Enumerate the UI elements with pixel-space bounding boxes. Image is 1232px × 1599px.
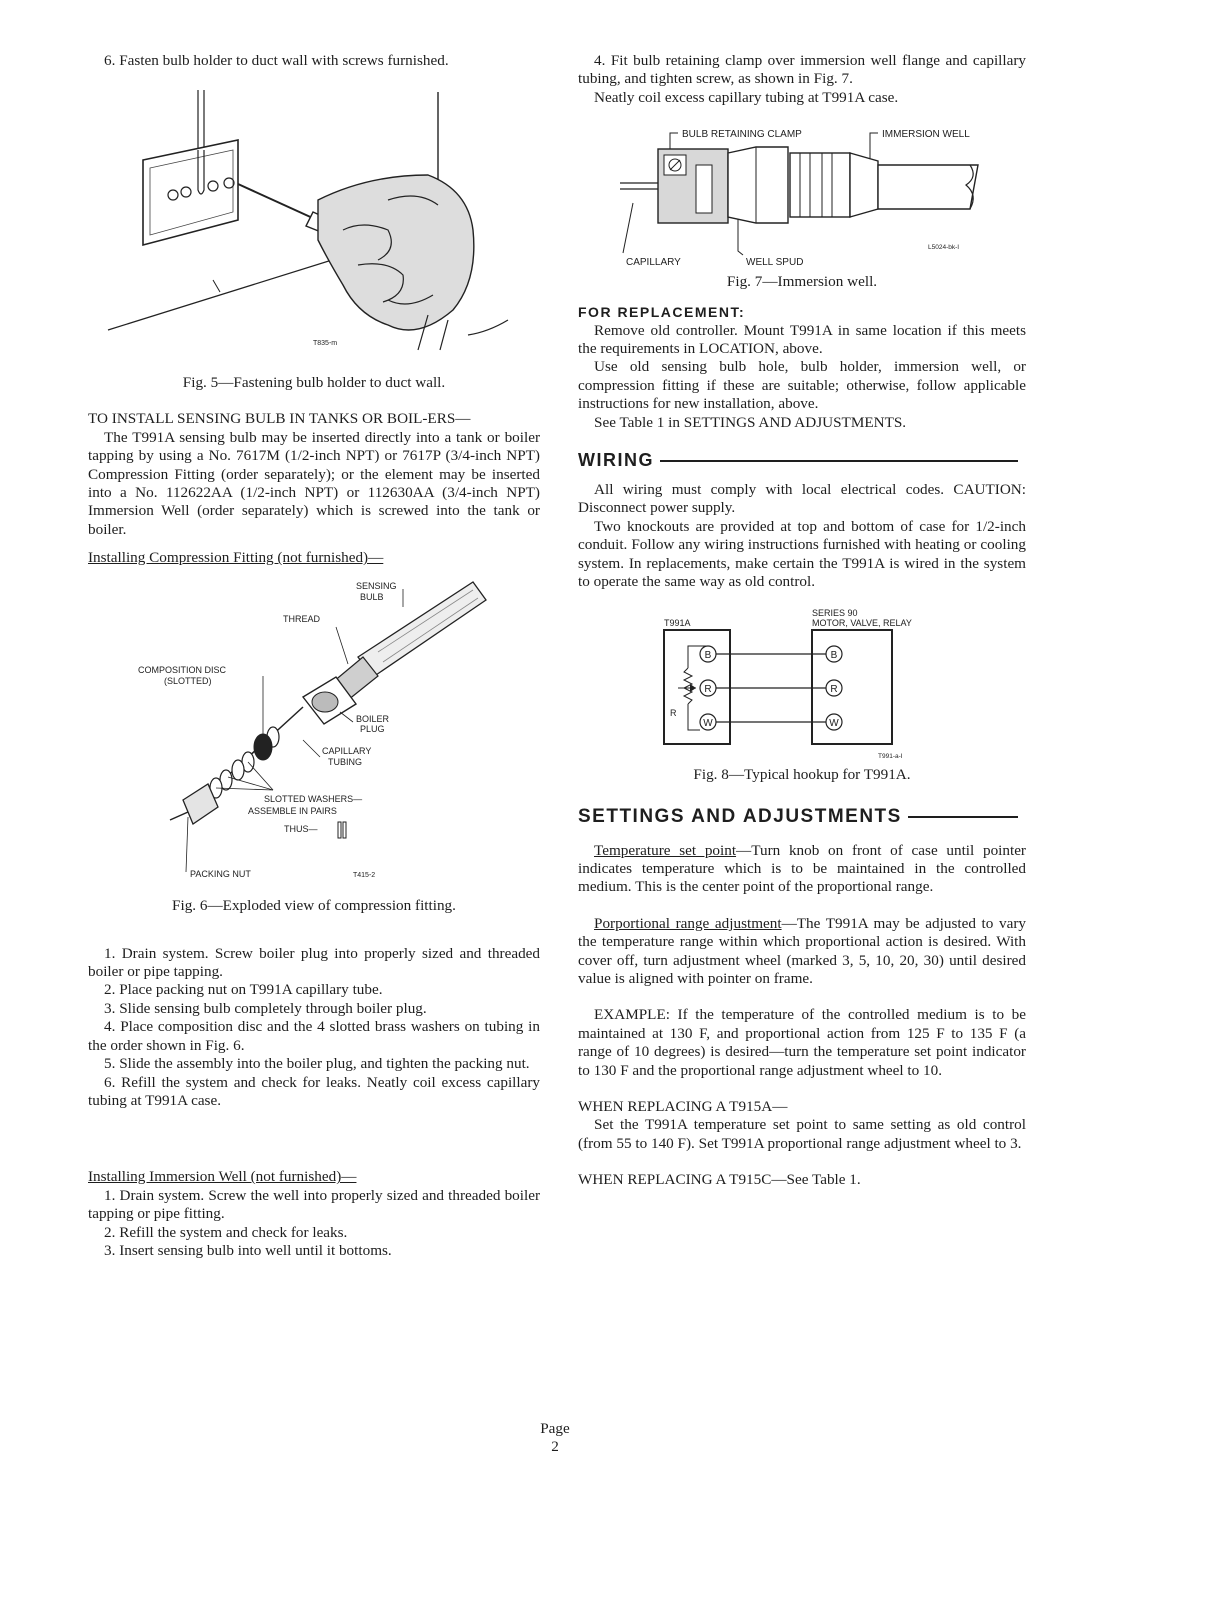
figure-8-caption: Fig. 8—Typical hookup for T991A.	[693, 765, 911, 783]
figure-7-caption: Fig. 7—Immersion well.	[726, 273, 878, 291]
settings-heading-row	[578, 806, 1018, 828]
label-sensing-2: BULB	[360, 591, 384, 602]
wiring-heading-rule	[660, 460, 1018, 462]
label-t991a: T991A	[664, 617, 691, 628]
tank-install-heading: TO INSTALL SENSING BULB IN TANKS OR BOIL-ERS—	[88, 410, 471, 428]
figure-7-illustration	[578, 113, 1026, 273]
immersion-step-2: 2. Refill the system and check for leaks.	[104, 1223, 348, 1241]
page-label: Page	[540, 1420, 570, 1437]
t915a-heading: WHEN REPLACING A T915A—	[578, 1097, 788, 1115]
label-capillary-1: CAPILLARY	[322, 745, 372, 756]
range-text: —The T991A may be adjusted to vary the temperature range within which proportional action is desired. With cover off, turn adjustment wheel (marked 3, 5, 10, 20, 30) until desired value is aligned with pointer on frame.	[578, 914, 1026, 987]
replacement-heading: FOR REPLACEMENT:	[578, 304, 746, 321]
terminal-r-left: R	[704, 683, 712, 695]
setpoint-label: Temperature set point	[594, 841, 737, 859]
immersion-step-3: 3. Insert sensing bulb into well until it bottoms.	[104, 1241, 392, 1259]
label-series-2: MOTOR, VALVE, RELAY	[812, 617, 912, 628]
label-packing-nut: PACKING NUT	[190, 868, 251, 879]
label-composition-1: COMPOSITION DISC	[138, 664, 227, 675]
terminal-w-left: W	[703, 717, 713, 729]
right-column	[578, 52, 1026, 1190]
range-paragraph	[578, 915, 1026, 989]
page-footer	[0, 1420, 1110, 1456]
settings-heading: SETTINGS AND ADJUSTMENTS	[578, 805, 902, 827]
wiring-heading-row	[578, 450, 1018, 471]
figure-6-illustration	[88, 572, 540, 897]
compression-step-6: 6. Refill the system and check for leaks. Neatly coil excess capillary tubing at T991A case.	[88, 1073, 540, 1109]
t915c-paragraph: WHEN REPLACING A T915C—See Table 1.	[578, 1171, 861, 1189]
immersion-well-heading: Installing Immersion Well (not furnished)—	[88, 1168, 357, 1186]
label-boiler-2: PLUG	[360, 723, 385, 734]
page-number: 2	[551, 1438, 559, 1455]
left-column	[88, 52, 540, 1260]
compression-step-1: 1. Drain system. Screw boiler plug into properly sized and threaded boiler or pipe tapping.	[88, 944, 540, 981]
terminal-b-left: B	[704, 649, 712, 661]
terminal-w-right: W	[829, 717, 839, 729]
compression-steps-list	[88, 945, 540, 1111]
t915a-paragraph: Set the T991A temperature set point to same setting as old control (from 55 to 140 F). Set T991A proportional range adjustment wheel to 3.	[578, 1116, 1026, 1152]
immersion-steps-list	[88, 1187, 540, 1261]
label-sensing-1: SENSING	[356, 580, 397, 591]
figure-8-code: T991-a-I	[878, 752, 903, 760]
compression-step-3: 3. Slide sensing bulb completely through boiler plug.	[104, 999, 427, 1017]
terminal-b-right: B	[830, 649, 838, 661]
step-4b-text: Neatly coil excess capillary tubing at T991A case.	[594, 88, 899, 106]
figure-5-illustration	[88, 80, 540, 370]
settings-heading-rule	[908, 816, 1018, 818]
immersion-step-1: 1. Drain system. Screw the well into properly sized and threaded boiler tapping or pipe fitting.	[88, 1186, 540, 1223]
compression-step-5: 5. Slide the assembly into the boiler plug, and tighten the packing nut.	[104, 1055, 530, 1073]
figure-5-code: T835-m	[313, 340, 338, 348]
figure-6-code: T415-2	[353, 871, 376, 879]
label-composition-2: (SLOTTED)	[164, 675, 212, 686]
label-capillary-2: TUBING	[328, 756, 363, 767]
step-4-text: 4. Fit bulb retaining clamp over immersion well flange and capillary tubing, and tighten screw, as shown in Fig. 7.	[578, 52, 1026, 88]
label-series-1: SERIES 90	[812, 607, 858, 618]
label-thread: THREAD	[283, 613, 321, 624]
setpoint-paragraph	[578, 842, 1026, 897]
replacement-paragraph-2: Use old sensing bulb hole, bulb holder, immersion well, or compression fitting if these are suitable; otherwise, follow applicable instructions for new installation, above.	[578, 358, 1026, 413]
compression-step-4: 4. Place composition disc and the 4 slotted brass washers on tubing in the order shown in Fig. 6.	[88, 1018, 540, 1054]
compression-fitting-heading: Installing Compression Fitting (not furnished)—	[88, 549, 384, 567]
label-washers-3: THUS—	[284, 823, 318, 834]
label-retaining-clamp: BULB RETAINING CLAMP	[682, 129, 802, 141]
step-6-text: 6. Fasten bulb holder to duct wall with screws furnished.	[104, 52, 449, 69]
figure-7-code: L5024-bk-I	[928, 244, 960, 252]
label-immersion-well: IMMERSION WELL	[882, 129, 970, 141]
range-label: Porportional range adjustment	[594, 914, 782, 932]
terminal-r-right: R	[830, 683, 838, 695]
setpoint-text: —Turn knob on front of case until pointer indicates temperature which is to be maintained in the controlled medium. This is the center point of the proportional range.	[578, 841, 1026, 896]
example-paragraph: EXAMPLE: If the temperature of the controlled medium is to be maintained at 130 F, and proportional action from 125 F to 135 F (a range of 10 degrees) is desired—turn the temperature set point indicator to 130 F and the proportional range adjustment wheel to 10.	[578, 1006, 1026, 1079]
label-capillary: CAPILLARY	[626, 257, 681, 269]
tank-install-paragraph: The T991A sensing bulb may be inserted directly into a tank or boiler tapping by using a No. 7617M (1/2-inch NPT) or 7617P (3/4-inch NPT) Compression Fitting (order separately); or the element may be inserted into a No. 112622AA (1/2-inch NPT) or 112630AA (3/4-inch NPT) Immersion Well (order separately) which is screwed into the tank or boiler.	[88, 428, 540, 538]
wiring-paragraph-1: All wiring must comply with local electrical codes. CAUTION: Disconnect power supply.	[578, 481, 1026, 517]
label-washers-2: ASSEMBLE IN PAIRS	[248, 805, 337, 816]
label-r-side: R	[670, 707, 677, 718]
figure-6-caption: Fig. 6—Exploded view of compression fitting.	[172, 896, 456, 914]
compression-step-2: 2. Place packing nut on T991A capillary tube.	[104, 981, 383, 999]
replacement-paragraph-1: Remove old controller. Mount T991A in same location if this meets the requirements in LOCATION, above.	[578, 321, 1026, 358]
figure-5-caption: Fig. 5—Fastening bulb holder to duct wall.	[182, 374, 446, 392]
wiring-heading: WIRING	[578, 450, 654, 471]
wiring-paragraph-2: Two knockouts are provided at top and bottom of case for 1/2-inch conduit. Follow any wiring instructions furnished with heating or cooling system. In replacements, make certain the T991A is wired in the system to operate the same way as old control.	[578, 517, 1026, 591]
label-boiler-1: BOILER	[356, 713, 390, 724]
label-washers-1: SLOTTED WASHERS—	[264, 793, 363, 804]
figure-8-wiring-diagram	[578, 606, 1026, 766]
replacement-paragraph-3: See Table 1 in SETTINGS AND ADJUSTMENTS.	[594, 413, 907, 431]
label-well-spud: WELL SPUD	[746, 257, 804, 269]
